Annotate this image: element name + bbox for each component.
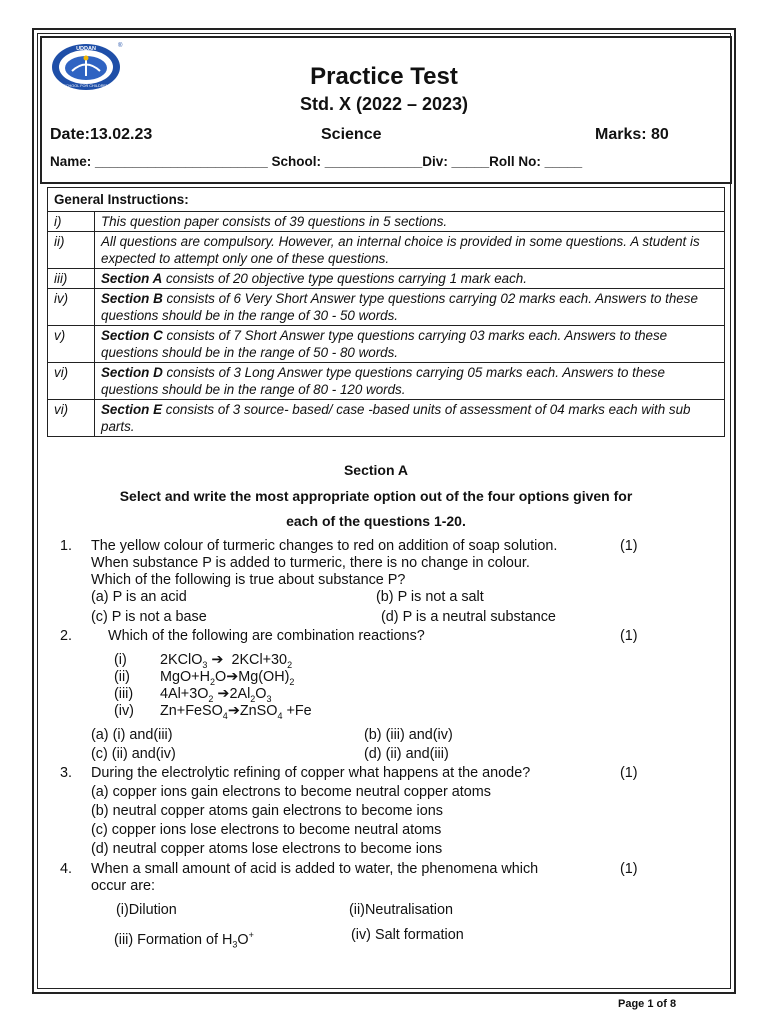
instruction-row xyxy=(48,232,725,269)
registered-mark: ® xyxy=(118,43,123,49)
instructions-heading: General Instructions: xyxy=(48,188,725,212)
option-a: (a) copper ions gain electrons to become neutral copper atoms xyxy=(91,784,491,800)
subject: Science xyxy=(321,126,382,143)
option-c: (c) P is not a base xyxy=(91,609,207,625)
instruction-number: iv) xyxy=(48,289,95,326)
question-marks: (1) xyxy=(620,861,638,877)
question-text-line: When a small amount of acid is added to water, the phenomena which xyxy=(91,861,539,877)
instruction-number: vi) xyxy=(48,400,95,437)
instruction-row xyxy=(48,269,725,289)
instruction-row xyxy=(48,326,725,363)
instruction-number: ii) xyxy=(48,232,95,269)
page-subtitle: Std. X (2022 – 2023) xyxy=(299,94,469,114)
question-marks: (1) xyxy=(620,628,638,644)
instruction-number: v) xyxy=(48,326,95,363)
option-a: (a) P is an acid xyxy=(91,589,187,605)
instruction-row xyxy=(48,400,725,437)
instruction-text: Section B consists of 6 Very Short Answer type questions carrying 02 marks each. Answers to these questions should be in the range of 30 - 50 words. xyxy=(95,289,725,326)
instruction-number: iii) xyxy=(48,269,95,289)
question-number: 2. xyxy=(60,628,73,644)
option-c: (c) copper ions lose electrons to become neutral atoms xyxy=(91,822,442,838)
general-instructions-table xyxy=(47,187,725,437)
instruction-number: vi) xyxy=(48,363,95,400)
total-marks: Marks: 80 xyxy=(595,126,669,143)
reaction-label: (iv) xyxy=(114,703,134,719)
reaction-equation: 2KClO$_3$ ➔ $2KCl+30_2$ xyxy=(160,652,293,670)
question-text-line: The yellow colour of turmeric changes to red on addition of soap solution. xyxy=(91,538,558,554)
instruction-row xyxy=(48,289,725,326)
instruction-row xyxy=(48,212,725,232)
option-b: (b) (iii) and(iv) xyxy=(364,727,453,743)
section-a-instruction-2: each of the questions 1-20. xyxy=(286,513,466,529)
option-iii: (iii) Formation of $H_3O^+$ xyxy=(114,930,254,950)
option-b: (b) P is not a salt xyxy=(376,589,484,605)
question-text-line: During the electrolytic refining of copper what happens at the anode? xyxy=(91,765,531,781)
option-d: (d) P is a neutral substance xyxy=(381,609,556,625)
question-marks: (1) xyxy=(620,538,638,554)
reaction-equation: $4Al+3O_2$ $➔2Al_2O_3$ xyxy=(160,686,272,704)
question-marks: (1) xyxy=(620,765,638,781)
option-i: (i)Dilution xyxy=(116,902,177,918)
page-title: Practice Test xyxy=(310,63,458,90)
reaction-equation: Zn+FeSO$_4$➔ZnSO$_4$ +Fe xyxy=(160,703,312,721)
reaction-label: (i) xyxy=(114,652,127,668)
reaction-equation: $MgO+H_2O➔Mg(OH)_2$ xyxy=(160,669,295,687)
logo-subtext: SCHOOL FOR CHILDREN xyxy=(63,84,109,88)
instruction-text: All questions are compulsory. However, an internal choice is provided in some questions. A student is expected to attempt only one of these questions. xyxy=(95,232,725,269)
reaction-label: (iii) xyxy=(114,686,134,702)
question-number: 1. xyxy=(60,538,73,554)
instructions-heading-row xyxy=(48,188,725,212)
logo-text: UDDAN xyxy=(76,46,96,52)
question-text-line: Which of the following is true about substance P? xyxy=(91,572,406,588)
reaction-label: (ii) xyxy=(114,669,130,685)
section-a-instruction-1: Select and write the most appropriate option out of the four options given for xyxy=(119,488,633,504)
option-b: (b) neutral copper atoms gain electrons to become ions xyxy=(91,803,443,819)
question-text-line: When substance P is added to turmeric, there is no change in colour. xyxy=(91,555,530,571)
option-ii: (ii)Neutralisation xyxy=(349,902,453,918)
instruction-text: Section D consists of 3 Long Answer type questions carrying 05 marks each. Answers to these questions should be in the range of 80 - 120 words. xyxy=(95,363,725,400)
instruction-text: This question paper consists of 39 questions in 5 sections. xyxy=(95,212,725,232)
option-d: (d) neutral copper atoms lose electrons to become ions xyxy=(91,841,443,857)
instruction-number: i) xyxy=(48,212,95,232)
section-a-title: Section A xyxy=(343,462,409,478)
exam-date: Date:13.02.23 xyxy=(50,126,153,143)
question-number: 3. xyxy=(60,765,73,781)
student-details-line: Name: _______________________ School: _____________Div: _____Roll No: _____ xyxy=(50,154,583,169)
option-d: (d) (ii) and(iii) xyxy=(364,746,449,762)
question-number: 4. xyxy=(60,861,73,877)
option-iv: (iv) Salt formation xyxy=(351,927,464,943)
instruction-row xyxy=(48,363,725,400)
question-text-line: Which of the following are combination reactions? xyxy=(108,628,425,644)
instruction-text: Section C consists of 7 Short Answer type questions carrying 03 marks each. Answers to these questions should be in the range of 50 - 80 words. xyxy=(95,326,725,363)
option-c: (c) (ii) and(iv) xyxy=(91,746,176,762)
instruction-text: Section E consists of 3 source- based/ case -based units of assessment of 04 marks each with sub parts. xyxy=(95,400,725,437)
question-text-line: occur are: xyxy=(91,878,155,894)
instruction-text: Section A consists of 20 objective type questions carrying 1 mark each. xyxy=(95,269,725,289)
option-a: (a) (i) and(iii) xyxy=(91,727,173,743)
page-number: Page 1 of 8 xyxy=(618,998,677,1010)
